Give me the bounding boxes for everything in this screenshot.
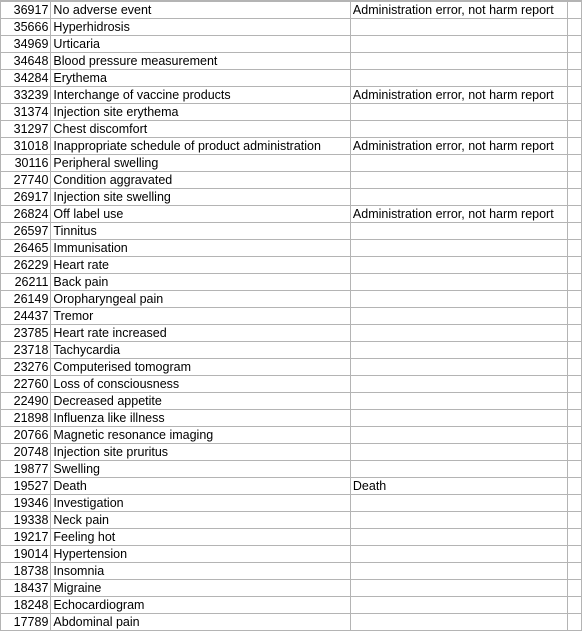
cell-note[interactable] — [350, 240, 567, 257]
table-row — [1, 291, 582, 308]
cell-term[interactable]: Tremor — [51, 308, 350, 325]
cell-empty[interactable] — [568, 444, 582, 461]
cell-empty[interactable] — [568, 121, 582, 138]
table-row — [1, 410, 582, 427]
cell-note[interactable] — [350, 274, 567, 291]
cell-note[interactable] — [350, 257, 567, 274]
cell-empty[interactable] — [568, 427, 582, 444]
cell-count[interactable]: 21898 — [1, 410, 51, 427]
table-row — [1, 70, 582, 87]
cell-note[interactable] — [350, 546, 567, 563]
cell-empty[interactable] — [568, 580, 582, 597]
cell-term[interactable]: Neck pain — [51, 512, 350, 529]
cell-note[interactable]: Administration error, not harm report — [350, 138, 567, 155]
cell-count[interactable]: 19527 — [1, 478, 51, 495]
cell-count[interactable]: 23785 — [1, 325, 51, 342]
table-row — [1, 206, 582, 223]
cell-term[interactable]: Blood pressure measurement — [51, 53, 350, 70]
cell-term[interactable]: Urticaria — [51, 36, 350, 53]
cell-note[interactable] — [350, 19, 567, 36]
table-row — [1, 104, 582, 121]
cell-term[interactable]: Hyperhidrosis — [51, 19, 350, 36]
cell-note[interactable] — [350, 342, 567, 359]
cell-term[interactable]: Oropharyngeal pain — [51, 291, 350, 308]
cell-note[interactable] — [350, 529, 567, 546]
cell-note[interactable] — [350, 172, 567, 189]
cell-note[interactable] — [350, 512, 567, 529]
cell-term[interactable]: Hypertension — [51, 546, 350, 563]
cell-count[interactable]: 31297 — [1, 121, 51, 138]
cell-note[interactable] — [350, 376, 567, 393]
cell-empty[interactable] — [568, 563, 582, 580]
cell-empty[interactable] — [568, 2, 582, 19]
cell-term[interactable]: Feeling hot — [51, 529, 350, 546]
cell-term[interactable]: Erythema — [51, 70, 350, 87]
table-row — [1, 580, 582, 597]
table-row — [1, 427, 582, 444]
cell-empty[interactable] — [568, 87, 582, 104]
cell-term[interactable]: Injection site pruritus — [51, 444, 350, 461]
cell-empty[interactable] — [568, 393, 582, 410]
cell-term[interactable]: Peripheral swelling — [51, 155, 350, 172]
cell-empty[interactable] — [568, 155, 582, 172]
cell-empty[interactable] — [568, 206, 582, 223]
cell-term[interactable]: Echocardiogram — [51, 597, 350, 614]
cell-term[interactable]: Computerised tomogram — [51, 359, 350, 376]
cell-empty[interactable] — [568, 36, 582, 53]
cell-term[interactable]: Decreased appetite — [51, 393, 350, 410]
table-row — [1, 597, 582, 614]
cell-term[interactable]: Condition aggravated — [51, 172, 350, 189]
cell-term[interactable]: No adverse event — [51, 2, 350, 19]
cell-empty[interactable] — [568, 53, 582, 70]
cell-term[interactable]: Off label use — [51, 206, 350, 223]
cell-empty[interactable] — [568, 359, 582, 376]
cell-empty[interactable] — [568, 257, 582, 274]
table-row — [1, 325, 582, 342]
table-row — [1, 563, 582, 580]
cell-note[interactable] — [350, 189, 567, 206]
cell-empty[interactable] — [568, 529, 582, 546]
cell-note[interactable] — [350, 121, 567, 138]
cell-term[interactable]: Immunisation — [51, 240, 350, 257]
cell-empty[interactable] — [568, 614, 582, 631]
cell-count[interactable]: 18437 — [1, 580, 51, 597]
cell-count[interactable]: 34969 — [1, 36, 51, 53]
cell-note[interactable]: Administration error, not harm report — [350, 2, 567, 19]
cell-count[interactable]: 20748 — [1, 444, 51, 461]
cell-empty[interactable] — [568, 597, 582, 614]
cell-note[interactable] — [350, 104, 567, 121]
cell-note[interactable] — [350, 597, 567, 614]
cell-empty[interactable] — [568, 325, 582, 342]
cell-empty[interactable] — [568, 308, 582, 325]
table-row — [1, 444, 582, 461]
cell-count[interactable]: 19014 — [1, 546, 51, 563]
cell-count[interactable]: 18248 — [1, 597, 51, 614]
cell-term[interactable]: Swelling — [51, 461, 350, 478]
cell-term[interactable]: Inappropriate schedule of product administration — [51, 138, 350, 155]
cell-count[interactable]: 23718 — [1, 342, 51, 359]
cell-note[interactable] — [350, 410, 567, 427]
cell-empty[interactable] — [568, 342, 582, 359]
data-table — [0, 1, 582, 631]
table-row — [1, 138, 582, 155]
table-row — [1, 512, 582, 529]
table-row — [1, 478, 582, 495]
cell-note[interactable] — [350, 308, 567, 325]
table-row — [1, 257, 582, 274]
table-row — [1, 223, 582, 240]
cell-empty[interactable] — [568, 410, 582, 427]
cell-note[interactable] — [350, 393, 567, 410]
cell-count[interactable]: 19877 — [1, 461, 51, 478]
table-row — [1, 53, 582, 70]
cell-note[interactable] — [350, 427, 567, 444]
cell-empty[interactable] — [568, 189, 582, 206]
cell-note[interactable] — [350, 36, 567, 53]
table-row — [1, 121, 582, 138]
cell-note[interactable] — [350, 70, 567, 87]
cell-count[interactable]: 26149 — [1, 291, 51, 308]
table-row — [1, 189, 582, 206]
cell-count[interactable]: 26824 — [1, 206, 51, 223]
cell-count[interactable]: 30116 — [1, 155, 51, 172]
cell-term[interactable]: Magnetic resonance imaging — [51, 427, 350, 444]
table-row — [1, 19, 582, 36]
table-row — [1, 359, 582, 376]
cell-count[interactable]: 26211 — [1, 274, 51, 291]
cell-count[interactable]: 22490 — [1, 393, 51, 410]
cell-empty[interactable] — [568, 376, 582, 393]
cell-term[interactable]: Heart rate — [51, 257, 350, 274]
cell-term[interactable]: Injection site swelling — [51, 189, 350, 206]
table-row — [1, 614, 582, 631]
cell-note[interactable] — [350, 325, 567, 342]
cell-term[interactable]: Tachycardia — [51, 342, 350, 359]
cell-note[interactable] — [350, 614, 567, 631]
cell-empty[interactable] — [568, 104, 582, 121]
table-body — [1, 2, 582, 631]
cell-note[interactable]: Administration error, not harm report — [350, 87, 567, 104]
cell-count[interactable]: 34648 — [1, 53, 51, 70]
cell-count[interactable]: 31374 — [1, 104, 51, 121]
table-row — [1, 342, 582, 359]
table-row — [1, 172, 582, 189]
table-row — [1, 529, 582, 546]
cell-term[interactable]: Loss of consciousness — [51, 376, 350, 393]
cell-empty[interactable] — [568, 512, 582, 529]
cell-count[interactable]: 19338 — [1, 512, 51, 529]
cell-count[interactable]: 35666 — [1, 19, 51, 36]
cell-note[interactable]: Death — [350, 478, 567, 495]
cell-count[interactable]: 24437 — [1, 308, 51, 325]
cell-term[interactable]: Influenza like illness — [51, 410, 350, 427]
cell-count[interactable]: 26229 — [1, 257, 51, 274]
cell-note[interactable] — [350, 155, 567, 172]
cell-empty[interactable] — [568, 478, 582, 495]
cell-count[interactable]: 20766 — [1, 427, 51, 444]
cell-count[interactable]: 36917 — [1, 2, 51, 19]
cell-term[interactable]: Interchange of vaccine products — [51, 87, 350, 104]
cell-term[interactable]: Chest discomfort — [51, 121, 350, 138]
table-row — [1, 495, 582, 512]
cell-term[interactable]: Investigation — [51, 495, 350, 512]
cell-term[interactable]: Back pain — [51, 274, 350, 291]
table-row — [1, 274, 582, 291]
cell-note[interactable] — [350, 291, 567, 308]
cell-empty[interactable] — [568, 223, 582, 240]
cell-term[interactable]: Insomnia — [51, 563, 350, 580]
table-row — [1, 461, 582, 478]
cell-empty[interactable] — [568, 274, 582, 291]
cell-count[interactable]: 17789 — [1, 614, 51, 631]
table-row — [1, 546, 582, 563]
table-row — [1, 393, 582, 410]
table-row — [1, 2, 582, 19]
table-row — [1, 308, 582, 325]
cell-note[interactable] — [350, 461, 567, 478]
cell-note[interactable] — [350, 563, 567, 580]
table-row — [1, 155, 582, 172]
cell-count[interactable]: 26465 — [1, 240, 51, 257]
cell-count[interactable]: 19217 — [1, 529, 51, 546]
cell-empty[interactable] — [568, 70, 582, 87]
table-row — [1, 36, 582, 53]
cell-note[interactable] — [350, 444, 567, 461]
table-row — [1, 87, 582, 104]
cell-term[interactable]: Tinnitus — [51, 223, 350, 240]
cell-note[interactable] — [350, 495, 567, 512]
cell-count[interactable]: 18738 — [1, 563, 51, 580]
cell-count[interactable]: 23276 — [1, 359, 51, 376]
cell-term[interactable]: Migraine — [51, 580, 350, 597]
cell-empty[interactable] — [568, 138, 582, 155]
cell-empty[interactable] — [568, 291, 582, 308]
cell-count[interactable]: 26917 — [1, 189, 51, 206]
cell-term[interactable]: Injection site erythema — [51, 104, 350, 121]
cell-count[interactable]: 33239 — [1, 87, 51, 104]
cell-empty[interactable] — [568, 19, 582, 36]
cell-term[interactable]: Abdominal pain — [51, 614, 350, 631]
cell-note[interactable] — [350, 580, 567, 597]
cell-count[interactable]: 34284 — [1, 70, 51, 87]
table-row — [1, 240, 582, 257]
cell-note[interactable] — [350, 359, 567, 376]
cell-count[interactable]: 19346 — [1, 495, 51, 512]
cell-empty[interactable] — [568, 240, 582, 257]
cell-count[interactable]: 31018 — [1, 138, 51, 155]
cell-count[interactable]: 26597 — [1, 223, 51, 240]
cell-note[interactable] — [350, 53, 567, 70]
cell-empty[interactable] — [568, 546, 582, 563]
cell-count[interactable]: 22760 — [1, 376, 51, 393]
cell-empty[interactable] — [568, 172, 582, 189]
cell-term[interactable]: Heart rate increased — [51, 325, 350, 342]
cell-note[interactable] — [350, 223, 567, 240]
table-row — [1, 376, 582, 393]
cell-empty[interactable] — [568, 461, 582, 478]
cell-empty[interactable] — [568, 495, 582, 512]
cell-term[interactable]: Death — [51, 478, 350, 495]
cell-count[interactable]: 27740 — [1, 172, 51, 189]
cell-note[interactable]: Administration error, not harm report — [350, 206, 567, 223]
